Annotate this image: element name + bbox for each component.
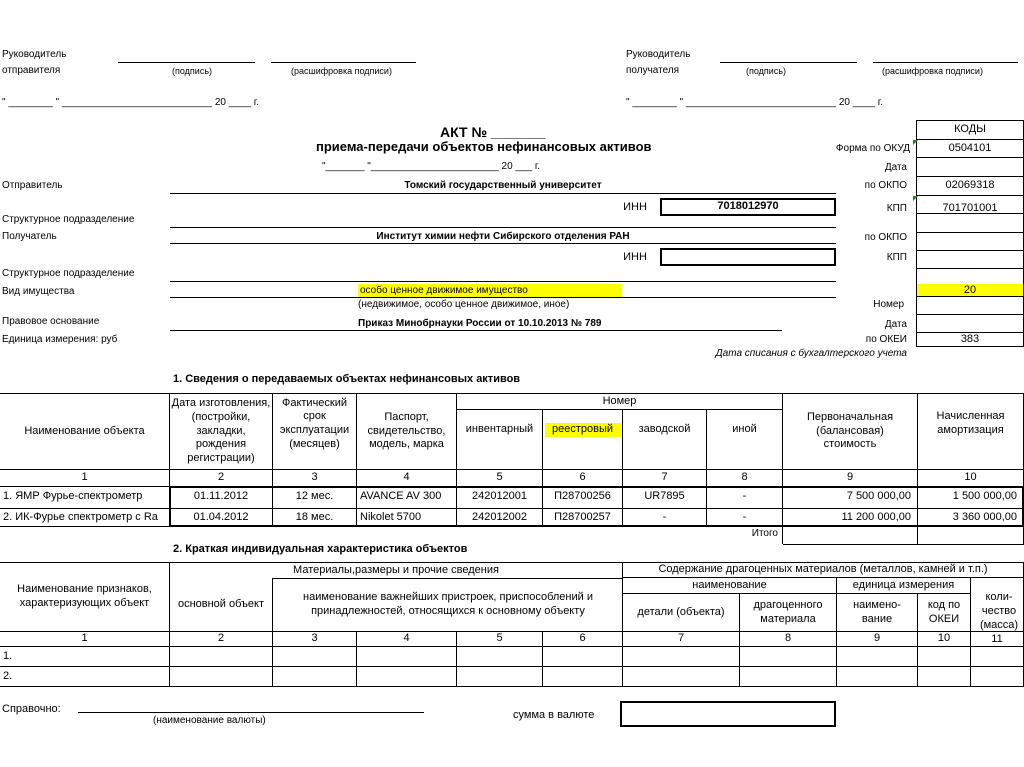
s2-col-number: 11 <box>991 633 1003 646</box>
legal-basis-value[interactable]: Приказ Минобрнауки России от 10.10.2013 № 789 <box>358 318 602 329</box>
col-header-materials-group: Материалы,размеры и прочие сведения <box>293 563 499 576</box>
sum-field[interactable] <box>620 701 836 727</box>
s1-col-number: 10 <box>964 471 977 484</box>
s1-name[interactable]: 2. ИК-Фурье спектрометр с Ra <box>3 511 158 524</box>
property-type-hint: (недвижимое, особо ценное движимое, иное) <box>358 299 570 310</box>
currency-caption: (наименование валюты) <box>153 715 266 726</box>
receiver-date-line[interactable]: " ________ " ___________________________ 20 ____ г. <box>626 97 883 108</box>
s1-date-made[interactable]: 01.11.2012 <box>193 490 249 503</box>
s1-col-number: 7 <box>661 471 668 484</box>
s1-depreciation[interactable]: 3 360 000,00 <box>952 511 1017 524</box>
okpo-value[interactable]: 02069318 <box>945 179 995 191</box>
writeoff-label: Дата списания с бухгалтерского учета <box>715 348 907 359</box>
col-header-factory: заводской <box>638 423 691 436</box>
section2-title: 2. Краткая индивидуальная характеристика объектов <box>173 543 468 555</box>
date-label: Дата <box>884 162 907 173</box>
decoding-caption-right: (расшифровка подписи) <box>882 66 983 76</box>
inn2-field[interactable] <box>660 248 836 266</box>
col-header-features: Наименование признаков, характеризующих объект <box>17 583 152 609</box>
sender-date-line[interactable]: " ________ " ___________________________ 20 ____ г. <box>2 97 259 108</box>
s2-col-number: 2 <box>217 632 225 645</box>
comment-marker-icon <box>913 196 918 201</box>
okpo2-label: по ОКПО <box>864 232 907 243</box>
receiver-label: получателя <box>626 65 680 76</box>
kpp-label: КПП <box>886 203 907 214</box>
s1-col-number: 2 <box>217 471 225 484</box>
unit-label: Единица измерения: руб <box>2 334 118 345</box>
s1-service-life[interactable]: 12 мес. <box>295 490 334 503</box>
sender-signature-line[interactable] <box>118 62 255 63</box>
col-header-initial-cost: Первоначальная (балансовая) стоимость <box>806 410 894 451</box>
col-header-service-life: Фактический срок эксплуатации (месяцев) <box>279 396 350 450</box>
act-subtitle: приема-передачи объектов нефинансовых активов <box>316 139 652 154</box>
sum-label: сумма в валюте <box>513 709 595 721</box>
s1-col-number: 9 <box>846 471 854 484</box>
table-row[interactable]: 1. <box>3 650 13 663</box>
s1-passport[interactable]: AVANCE AV 300 <box>360 490 442 503</box>
s1-date-made[interactable]: 01.04.2012 <box>193 511 249 524</box>
s1-registry[interactable]: П28700256 <box>554 490 611 503</box>
date2-label: Дата <box>884 319 907 330</box>
s2-col-number: 1 <box>81 632 88 645</box>
s2-col-number: 6 <box>579 632 586 645</box>
s2-col-number: 3 <box>311 632 318 645</box>
subdivision-label: Структурное подразделение <box>2 214 135 225</box>
number-value[interactable]: 20 <box>963 284 977 296</box>
okei-value[interactable]: 383 <box>960 333 980 345</box>
col-header-unit-group: единица измерения <box>852 578 955 591</box>
s1-service-life[interactable]: 18 мес. <box>295 511 334 524</box>
s1-initial-cost[interactable]: 11 200 000,00 <box>841 511 911 524</box>
decoding-caption: (расшифровка подписи) <box>291 66 392 76</box>
comment-marker-icon <box>913 140 918 145</box>
kpp2-label: КПП <box>886 252 907 263</box>
sender-decoding-line[interactable] <box>271 62 416 63</box>
s1-col-number: 4 <box>403 471 410 484</box>
kpp-value[interactable]: 701701001 <box>942 202 998 214</box>
s1-factory[interactable]: UR7895 <box>644 490 685 503</box>
col-header-depreciation: Начисленная амортизация <box>936 410 1005 436</box>
s1-col-number: 3 <box>311 471 318 484</box>
sender-label: Отправитель <box>2 180 63 191</box>
s1-col-number: 1 <box>81 471 88 484</box>
number-label: Номер <box>873 299 904 310</box>
okud-value[interactable]: 0504101 <box>948 142 992 154</box>
receiver-value[interactable]: Институт химии нефти Сибирского отделения РАН <box>376 231 630 242</box>
col-header-passport: Паспорт, свидетельство, модель, марка <box>367 410 446 451</box>
s2-col-number: 7 <box>677 632 685 645</box>
okei-label: по ОКЕИ <box>865 334 907 345</box>
s1-name[interactable]: 1. ЯМР Фурье-спектрометр <box>3 490 143 503</box>
currency-line[interactable] <box>78 712 424 713</box>
col-header-precious-material: драгоценного материала <box>753 598 823 625</box>
s2-col-number: 5 <box>496 632 503 645</box>
inn2-label: ИНН <box>623 251 647 263</box>
okpo-label: по ОКПО <box>864 180 907 191</box>
col-header-registry: реестровый <box>551 423 614 436</box>
col-header-main-object: основной объект <box>177 598 265 611</box>
s1-inventory[interactable]: 242012001 <box>471 490 528 503</box>
s1-depreciation[interactable]: 1 500 000,00 <box>952 490 1017 503</box>
col-header-precious-group: Содержание драгоценных материалов (металлов, камней и т.п.) <box>658 563 988 576</box>
inn-label: ИНН <box>623 201 647 213</box>
s1-inventory[interactable]: 242012002 <box>471 511 528 524</box>
signature-caption: (подпись) <box>172 66 213 76</box>
s2-col-number: 4 <box>403 632 410 645</box>
col-header-okei-code: код по ОКЕИ <box>927 598 961 625</box>
codes-title: КОДЫ <box>954 123 986 135</box>
receiver-signature-line[interactable] <box>720 62 857 63</box>
col-header-unit-name: наимено-вание <box>853 598 901 625</box>
act-date[interactable]: "_______ "_______________________ 20 ___ г. <box>322 161 541 172</box>
col-header-number-group: Номер <box>602 394 637 407</box>
col-header-inventory: инвентарный <box>465 423 534 436</box>
subdivision2-label: Структурное подразделение <box>2 268 135 279</box>
col-header-parts: детали (объекта) <box>637 605 725 618</box>
section1-title: 1. Сведения о передаваемых объектах нефинансовых активов <box>173 373 521 385</box>
receiver-label: Получатель <box>2 231 57 242</box>
s1-factory[interactable]: - <box>662 511 667 524</box>
col-header-date-made: Дата изготовления, (постройки, закладки, рождения регистрации) <box>171 397 271 465</box>
property-type-label: Вид имущества <box>2 286 75 297</box>
s1-col-number: 5 <box>496 471 503 484</box>
sender-label: отправителя <box>2 65 61 76</box>
legal-basis-label: Правовое основание <box>2 316 100 327</box>
property-type-value[interactable]: особо ценное движимое имущество <box>360 285 528 296</box>
s1-passport[interactable]: Nikolet 5700 <box>360 511 422 524</box>
total-label: Итого <box>751 528 778 539</box>
col-header-accessories: наименование важнейших пристроек, приспособлений и принадлежностей, относящихся к основному объекту <box>303 591 593 617</box>
table-row[interactable]: 2. <box>3 670 13 683</box>
s2-col-number: 9 <box>873 632 881 645</box>
okud-label: Форма по ОКУД <box>835 143 910 154</box>
s1-registry[interactable]: П28700257 <box>554 511 611 524</box>
s2-col-number: 10 <box>937 632 951 645</box>
receiver-head-label: Руководитель <box>626 49 691 60</box>
col-header-quantity: коли-чество (масса) <box>979 591 1019 631</box>
col-header-name: Наименование объекта <box>24 424 145 437</box>
s1-other[interactable]: - <box>742 511 747 524</box>
col-header-other: иной <box>732 423 757 436</box>
s1-col-number: 6 <box>579 471 586 484</box>
s1-col-number: 8 <box>741 471 748 484</box>
s1-other[interactable]: - <box>742 490 747 503</box>
sender-value[interactable]: Томский государственный университет <box>404 180 602 191</box>
reference-label: Справочно: <box>2 703 61 715</box>
signature-caption-right: (подпись) <box>746 66 787 76</box>
s1-initial-cost[interactable]: 7 500 000,00 <box>846 490 911 503</box>
col-header-name-group: наименование <box>692 578 767 591</box>
s2-col-number: 8 <box>784 632 792 645</box>
receiver-decoding-line[interactable] <box>873 62 1018 63</box>
act-title: АКТ № _______ <box>440 124 546 140</box>
inn-value[interactable]: 7018012970 <box>717 200 779 212</box>
sender-head-label: Руководитель <box>2 49 67 60</box>
